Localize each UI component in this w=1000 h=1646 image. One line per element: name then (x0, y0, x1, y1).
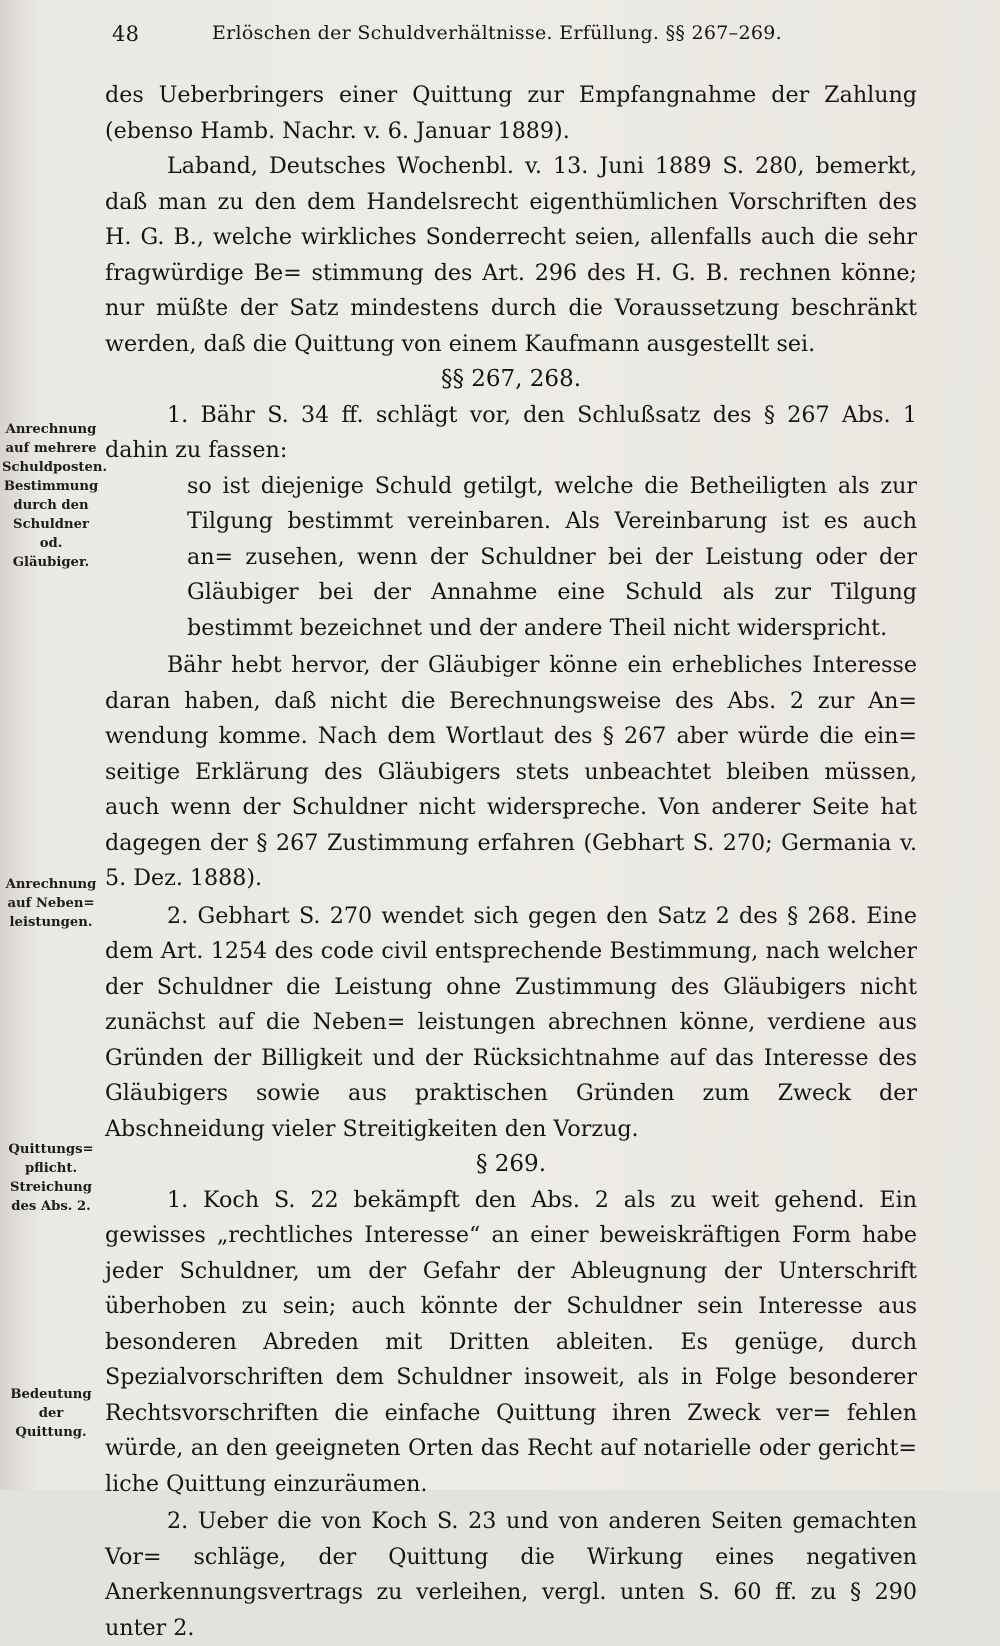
paragraph-laband: Laband, Deutsches Wochenbl. v. 13. Juni 1889 S. 280, bemerkt, daß man zu den dem Handelsrecht eigenthümlichen Vorschriften des H. G. B., welche wirkliches Sonderrecht seien, allenfalls auch die sehr fragwürdige Be= stimmung des Art. 296 des H. G. B. rechnen könne; nur müßte der Satz mindestens durch die Voraussetzung beschränkt werden, daß die Quittung von einem Kaufmann ausgestellt sei. (105, 153, 917, 357)
margin-note-quittungspflicht (2, 1140, 100, 1216)
margin-note-line: der Quittung. (15, 1406, 87, 1440)
margin-note-line: Bedeutung (10, 1387, 92, 1402)
margin-note-line: Anrechnung (5, 422, 97, 437)
margin-note-line: Gläubiger. (12, 555, 90, 570)
paragraph-koch: 1. Koch S. 22 bekämpft den Abs. 2 als zu weit gehend. Ein gewisses „rechtliches Interesse“ an einer beweiskräftigen Form habe jeder Schuldner, um der Gefahr der Ableugnung der Unterschrift überhoben zu sein; auch könnte der Schuldner sein Interesse aus besonderen Abreden mit Dritten ableiten. Es genüge, durch Spezialvorschriften dem Schuldner insoweit, als in Folge besonderer Rechtsvorschriften die einfache Quittung ihren Zweck ver= fehlen würde, an den geeigneten Orten das Recht auf notarielle oder gericht= liche Quittung einzuräumen. (105, 1186, 917, 1497)
paragraph-baehr: 1. Bähr S. 34 ff. schlägt vor, den Schlußsatz des § 267 Abs. 1 dahin zu fassen: (105, 401, 917, 463)
margin-note-line: des Abs. 2. (11, 1199, 91, 1214)
margin-note-line: Schuldner od. (13, 517, 89, 551)
page-number: 48 (112, 22, 140, 46)
margin-note-anrechnung-nebenleistungen (2, 875, 100, 932)
margin-note-line: durch den (13, 498, 89, 513)
paragraph-quote: so ist diejenige Schuld getilgt, welche die Betheiligten als zur Tilgung bestimmt vereinbaren. Als Vereinbarung ist es auch an= zusehen, wenn der Schuldner bei der Leistung oder der Gläubiger bei der Annahme eine Schuld als zur Tilgung bestimmt bezeichnet und der andere Theil nicht widerspricht. (187, 472, 917, 641)
margin-note-line: Streichung (10, 1180, 92, 1195)
margin-note-line: Schuldposten. (2, 460, 108, 475)
page-body (105, 78, 917, 1646)
margin-note-line: auf mehrere (5, 441, 97, 456)
margin-note-anrechnung-schuldposten (2, 420, 108, 572)
section-heading-267-268: §§ 267, 268. (440, 366, 582, 392)
running-title: Erlöschen der Schuldverhältnisse. Erfüllung. §§ 267–269. (212, 22, 782, 44)
margin-note-line: pflicht. (24, 1161, 78, 1176)
paragraph-gebhart: 2. Gebhart S. 270 wendet sich gegen den Satz 2 des § 268. Eine dem Art. 1254 des code civil entsprechende Bestimmung, nach welcher der Schuldner die Leistung ohne Zustimmung des Gläubigers nicht zunächst auf die Neben= leistungen abrechnen könne, verdiene aus Gründen der Billigkeit und der Rücksichtnahme auf das Interesse des Gläubigers sowie aus praktischen Gründen zum Zweck der Abschneidung vieler Streitigkeiten den Vorzug. (105, 902, 917, 1142)
paragraph-intro: des Ueberbringers einer Quittung zur Empfangnahme der Zahlung (ebenso Hamb. Nachr. v. 6. Januar 1889). (105, 82, 917, 144)
section-heading-269: § 269. (475, 1151, 547, 1177)
margin-note-line: Quittungs= (8, 1142, 94, 1157)
margin-note-bedeutung-quittung (2, 1385, 100, 1442)
margin-note-line: auf Neben= (7, 896, 95, 911)
margin-note-line: Anrechnung (5, 877, 97, 892)
margin-note-line: leistungen. (9, 915, 93, 930)
margin-note-line: Bestimmung (3, 479, 99, 494)
paragraph-baehr-2: Bähr hebt hervor, der Gläubiger könne ein erhebliches Interesse daran haben, daß nicht die Berechnungsweise des Abs. 2 zur An= wendung komme. Nach dem Wortlaut des § 267 aber würde die ein= seitige Erklärung des Gläubigers stets unbeachtet bleiben müssen, auch wenn der Schuldner nicht widerspreche. Von anderer Seite hat dagegen der § 267 Zustimmung erfahren (Gebhart S. 270; Germania v. 5. Dez. 1888). (105, 652, 917, 891)
paragraph-ueber: 2. Ueber die von Koch S. 23 und von anderen Seiten gemachten Vor= schläge, der Quittung die Wirkung eines negativen Anerkennungsvertrags zu verleihen, vergl. unten S. 60 ff. zu § 290 unter 2. (105, 1508, 917, 1641)
